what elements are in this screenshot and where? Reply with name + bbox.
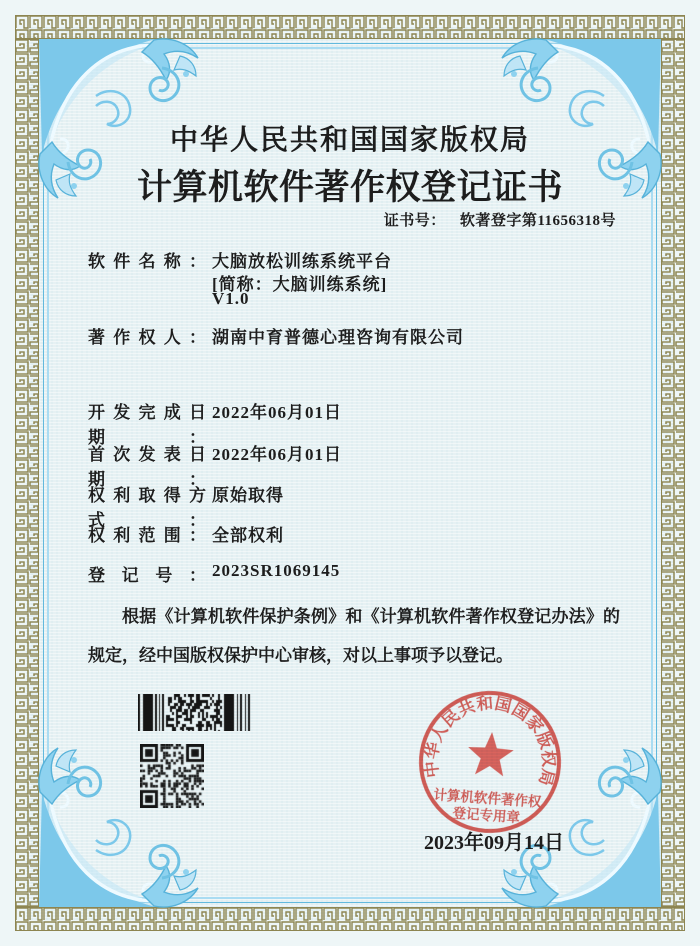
seal-line1: 计算机软件著作权 <box>433 787 542 810</box>
field-copyright-owner-label: 著作权人： <box>88 328 206 347</box>
field-first-publish-date-value: 2022年06月01日 <box>212 445 342 464</box>
certificate-title: 计算机软件著作权登记证书 <box>136 168 563 207</box>
field-registration-no-value: 2023SR1069145 <box>212 561 341 580</box>
star-icon <box>466 730 515 776</box>
issue-date: 2023年09月14日 <box>424 832 564 854</box>
barcode-image <box>138 694 252 731</box>
seal-line2: 登记专用章 <box>452 805 521 826</box>
field-rights-scope-value: 全部权利 <box>212 526 284 545</box>
software-version: V1.0 <box>212 289 250 308</box>
certificate-number <box>384 209 616 230</box>
field-software-name-label: 软件名称： <box>88 252 206 271</box>
field-dev-complete-date-label: 开发完成日期： <box>88 403 206 447</box>
authority-title: 中华人民共和国国家版权局 <box>169 125 530 156</box>
field-software-name <box>88 247 392 272</box>
field-software-name-value: 大脑放松训练系统平台 <box>212 252 392 271</box>
seal-ring-text: 中华人民共和国国家版权局 <box>421 693 559 788</box>
certificate-number-label: 证书号： <box>383 213 446 229</box>
field-first-publish-date-label: 首次发表日期： <box>88 445 206 489</box>
official-seal <box>405 677 576 848</box>
software-short-name: [简称：大脑训练系统] <box>212 275 388 294</box>
field-rights-scope <box>88 521 284 546</box>
field-rights-scope-label: 权利范围： <box>88 526 206 545</box>
field-dev-complete-date-value: 2022年06月01日 <box>212 403 342 422</box>
field-registration-no <box>88 561 340 586</box>
statement-paragraph: 根据《计算机软件保护条例》和《计算机软件著作权登记办法》的规定，经中国版权保护中心审核，对以上事项予以登记。 <box>88 607 620 665</box>
field-copyright-owner <box>88 323 464 348</box>
field-registration-no-label: 登记号： <box>88 566 206 585</box>
qr-code-image <box>140 744 204 808</box>
field-copyright-owner-value: 湖南中育普德心理咨询有限公司 <box>212 328 464 347</box>
field-rights-acquisition-value: 原始取得 <box>212 486 284 505</box>
certificate-number-value: 软著登字第11656318号 <box>459 213 616 229</box>
field-rights-acquisition-label: 权利取得方式： <box>88 486 206 530</box>
